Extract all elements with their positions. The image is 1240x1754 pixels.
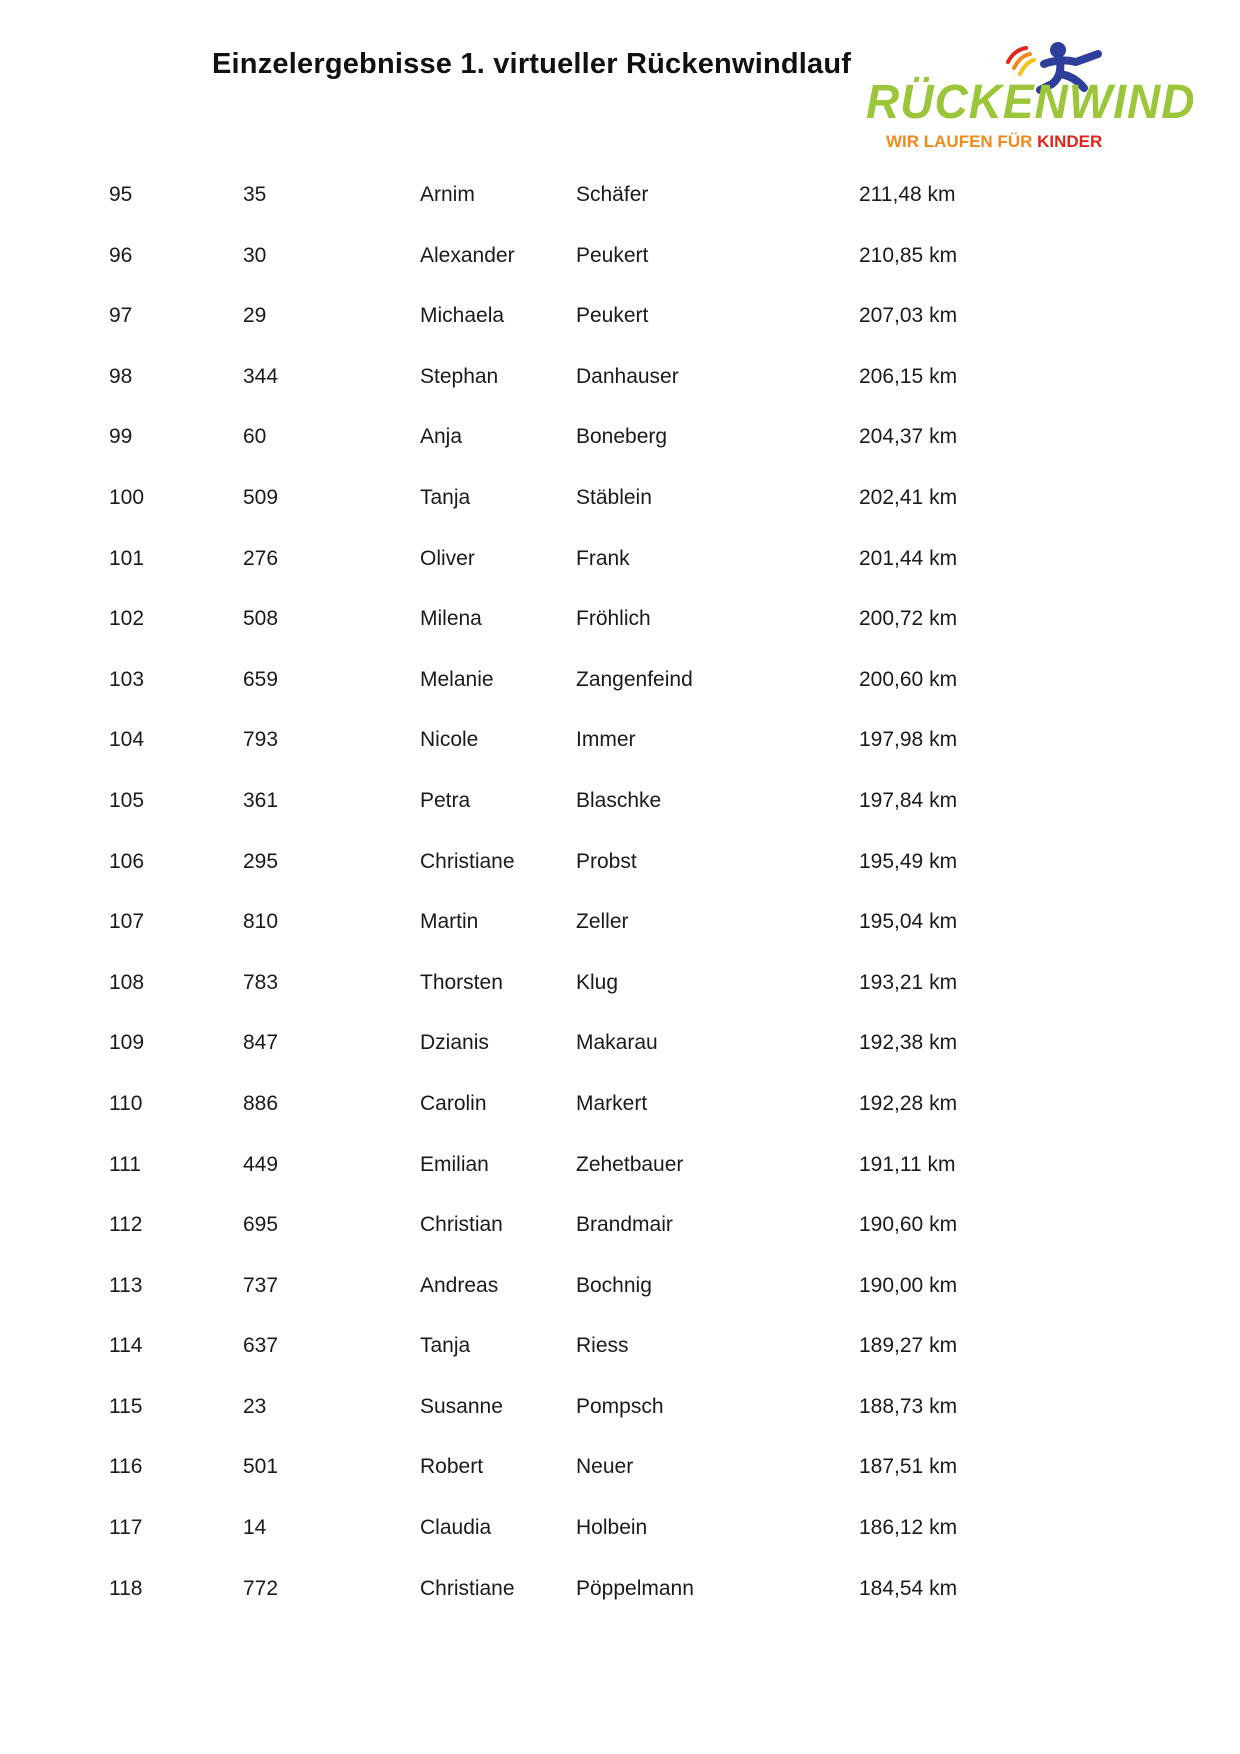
last-name-cell: Neuer bbox=[576, 1455, 634, 1479]
logo-tagline-part2: KINDER bbox=[1037, 132, 1103, 151]
table-row bbox=[0, 789, 1240, 850]
rank-cell: 106 bbox=[109, 849, 145, 873]
logo-tagline-part1: WIR LAUFEN FÜR bbox=[886, 132, 1038, 151]
rank-cell: 103 bbox=[109, 667, 145, 691]
rank-cell: 114 bbox=[109, 1334, 143, 1358]
start-number-cell: 737 bbox=[243, 1273, 279, 1297]
last-name-cell: Immer bbox=[576, 728, 636, 752]
start-number-cell: 508 bbox=[243, 607, 279, 631]
last-name-cell: Bochnig bbox=[576, 1273, 652, 1297]
table-row bbox=[0, 1092, 1240, 1153]
table-row bbox=[0, 850, 1240, 911]
table-row bbox=[0, 910, 1240, 971]
rank-cell: 110 bbox=[109, 1091, 143, 1115]
first-name-cell: Tanja bbox=[420, 1334, 471, 1358]
distance-cell: 184,54 km bbox=[859, 1576, 958, 1600]
last-name-cell: Markert bbox=[576, 1091, 648, 1115]
distance-cell: 207,03 km bbox=[859, 304, 958, 328]
distance-cell: 210,85 km bbox=[859, 243, 958, 267]
start-number-cell: 449 bbox=[243, 1152, 279, 1176]
first-name-cell: Michaela bbox=[420, 304, 505, 328]
distance-cell: 204,37 km bbox=[859, 425, 958, 449]
distance-cell: 190,00 km bbox=[859, 1273, 958, 1297]
last-name-cell: Zangenfeind bbox=[576, 667, 693, 691]
start-number-cell: 659 bbox=[243, 667, 279, 691]
rueckenwind-logo bbox=[866, 40, 1196, 160]
table-row bbox=[0, 365, 1240, 426]
logo-wordmark: RÜCKENWIND bbox=[866, 73, 1196, 129]
rank-cell: 116 bbox=[109, 1455, 143, 1479]
last-name-cell: Fröhlich bbox=[576, 607, 651, 631]
last-name-cell: Boneberg bbox=[576, 425, 668, 449]
first-name-cell: Susanne bbox=[420, 1394, 503, 1418]
start-number-cell: 295 bbox=[243, 849, 279, 873]
rank-cell: 113 bbox=[109, 1273, 143, 1297]
start-number-cell: 29 bbox=[243, 304, 267, 328]
distance-cell: 195,04 km bbox=[859, 910, 958, 934]
distance-cell: 190,60 km bbox=[859, 1213, 958, 1237]
start-number-cell: 35 bbox=[243, 183, 267, 206]
first-name-cell: Thorsten bbox=[420, 970, 503, 994]
first-name-cell: Martin bbox=[420, 910, 479, 934]
table-row bbox=[0, 728, 1240, 789]
logo-tagline bbox=[886, 132, 1102, 152]
first-name-cell: Christian bbox=[420, 1213, 503, 1237]
last-name-cell: Zeller bbox=[576, 910, 629, 934]
start-number-cell: 60 bbox=[243, 425, 267, 449]
results-table bbox=[0, 183, 1240, 1637]
distance-cell: 197,84 km bbox=[859, 788, 958, 812]
distance-cell: 206,15 km bbox=[859, 364, 958, 388]
first-name-cell: Claudia bbox=[420, 1516, 492, 1540]
table-row bbox=[0, 1031, 1240, 1092]
distance-cell: 200,60 km bbox=[859, 667, 958, 691]
last-name-cell: Frank bbox=[576, 546, 630, 570]
table-row bbox=[0, 547, 1240, 608]
last-name-cell: Riess bbox=[576, 1334, 629, 1358]
table-row bbox=[0, 183, 1240, 244]
distance-cell: 197,98 km bbox=[859, 728, 958, 752]
distance-cell: 188,73 km bbox=[859, 1394, 958, 1418]
rank-cell: 117 bbox=[109, 1516, 143, 1540]
table-row bbox=[0, 971, 1240, 1032]
table-row bbox=[0, 1213, 1240, 1274]
start-number-cell: 509 bbox=[243, 485, 279, 509]
first-name-cell: Dzianis bbox=[420, 1031, 489, 1055]
rank-cell: 100 bbox=[109, 485, 145, 509]
first-name-cell: Milena bbox=[420, 607, 482, 631]
table-row bbox=[0, 244, 1240, 305]
first-name-cell: Christiane bbox=[420, 1576, 515, 1600]
table-row bbox=[0, 1334, 1240, 1395]
last-name-cell: Makarau bbox=[576, 1031, 658, 1055]
rank-cell: 96 bbox=[109, 243, 133, 267]
rank-cell: 115 bbox=[109, 1394, 143, 1418]
last-name-cell: Zehetbauer bbox=[576, 1152, 684, 1176]
last-name-cell: Stäblein bbox=[576, 485, 652, 509]
first-name-cell: Robert bbox=[420, 1455, 484, 1479]
distance-cell: 195,49 km bbox=[859, 849, 958, 873]
last-name-cell: Probst bbox=[576, 849, 637, 873]
distance-cell: 192,28 km bbox=[859, 1091, 958, 1115]
table-row bbox=[0, 1516, 1240, 1577]
rank-cell: 99 bbox=[109, 425, 133, 449]
start-number-cell: 23 bbox=[243, 1394, 267, 1418]
rank-cell: 107 bbox=[109, 910, 145, 934]
table-row bbox=[0, 1455, 1240, 1516]
first-name-cell: Christiane bbox=[420, 849, 515, 873]
distance-cell: 191,11 km bbox=[859, 1152, 956, 1176]
last-name-cell: Klug bbox=[576, 970, 619, 994]
table-row bbox=[0, 1153, 1240, 1214]
first-name-cell: Melanie bbox=[420, 667, 494, 691]
first-name-cell: Carolin bbox=[420, 1091, 487, 1115]
start-number-cell: 793 bbox=[243, 728, 279, 752]
distance-cell: 201,44 km bbox=[859, 546, 958, 570]
distance-cell: 189,27 km bbox=[859, 1334, 958, 1358]
first-name-cell: Petra bbox=[420, 788, 471, 812]
start-number-cell: 30 bbox=[243, 243, 267, 267]
start-number-cell: 14 bbox=[243, 1516, 267, 1540]
first-name-cell: Alexander bbox=[420, 243, 515, 267]
last-name-cell: Blaschke bbox=[576, 788, 662, 812]
table-row bbox=[0, 1395, 1240, 1456]
distance-cell: 187,51 km bbox=[859, 1455, 958, 1479]
distance-cell: 193,21 km bbox=[859, 970, 958, 994]
first-name-cell: Emilian bbox=[420, 1152, 489, 1176]
rank-cell: 95 bbox=[109, 183, 133, 206]
last-name-cell: Peukert bbox=[576, 304, 649, 328]
rank-cell: 101 bbox=[109, 546, 145, 570]
start-number-cell: 886 bbox=[243, 1091, 279, 1115]
rank-cell: 102 bbox=[109, 607, 145, 631]
last-name-cell: Pöppelmann bbox=[576, 1576, 694, 1600]
start-number-cell: 695 bbox=[243, 1213, 279, 1237]
rank-cell: 105 bbox=[109, 788, 145, 812]
start-number-cell: 783 bbox=[243, 970, 279, 994]
table-row bbox=[0, 668, 1240, 729]
start-number-cell: 847 bbox=[243, 1031, 279, 1055]
first-name-cell: Oliver bbox=[420, 546, 475, 570]
table-row bbox=[0, 304, 1240, 365]
first-name-cell: Arnim bbox=[420, 183, 475, 206]
first-name-cell: Tanja bbox=[420, 485, 471, 509]
distance-cell: 200,72 km bbox=[859, 607, 958, 631]
table-row bbox=[0, 607, 1240, 668]
start-number-cell: 276 bbox=[243, 546, 279, 570]
first-name-cell: Stephan bbox=[420, 364, 499, 388]
distance-cell: 186,12 km bbox=[859, 1516, 958, 1540]
distance-cell: 202,41 km bbox=[859, 485, 958, 509]
rank-cell: 112 bbox=[109, 1213, 143, 1237]
last-name-cell: Peukert bbox=[576, 243, 649, 267]
first-name-cell: Nicole bbox=[420, 728, 479, 752]
distance-cell: 211,48 km bbox=[859, 183, 956, 206]
last-name-cell: Schäfer bbox=[576, 183, 649, 206]
rank-cell: 104 bbox=[109, 728, 145, 752]
first-name-cell: Andreas bbox=[420, 1273, 499, 1297]
first-name-cell: Anja bbox=[420, 425, 463, 449]
start-number-cell: 361 bbox=[243, 788, 279, 812]
table-row bbox=[0, 425, 1240, 486]
rank-cell: 98 bbox=[109, 364, 133, 388]
start-number-cell: 772 bbox=[243, 1576, 279, 1600]
last-name-cell: Holbein bbox=[576, 1516, 648, 1540]
start-number-cell: 637 bbox=[243, 1334, 279, 1358]
rank-cell: 97 bbox=[109, 304, 133, 328]
start-number-cell: 344 bbox=[243, 364, 279, 388]
rank-cell: 109 bbox=[109, 1031, 145, 1055]
last-name-cell: Brandmair bbox=[576, 1213, 673, 1237]
table-row bbox=[0, 486, 1240, 547]
start-number-cell: 810 bbox=[243, 910, 279, 934]
last-name-cell: Pompsch bbox=[576, 1394, 664, 1418]
rank-cell: 108 bbox=[109, 970, 145, 994]
start-number-cell: 501 bbox=[243, 1455, 279, 1479]
last-name-cell: Danhauser bbox=[576, 364, 679, 388]
table-row bbox=[0, 1577, 1240, 1638]
page-title: Einzelergebnisse 1. virtueller Rückenwindlauf bbox=[212, 48, 852, 80]
rank-cell: 118 bbox=[109, 1576, 143, 1600]
rank-cell: 111 bbox=[109, 1152, 141, 1176]
table-row bbox=[0, 1274, 1240, 1335]
distance-cell: 192,38 km bbox=[859, 1031, 958, 1055]
